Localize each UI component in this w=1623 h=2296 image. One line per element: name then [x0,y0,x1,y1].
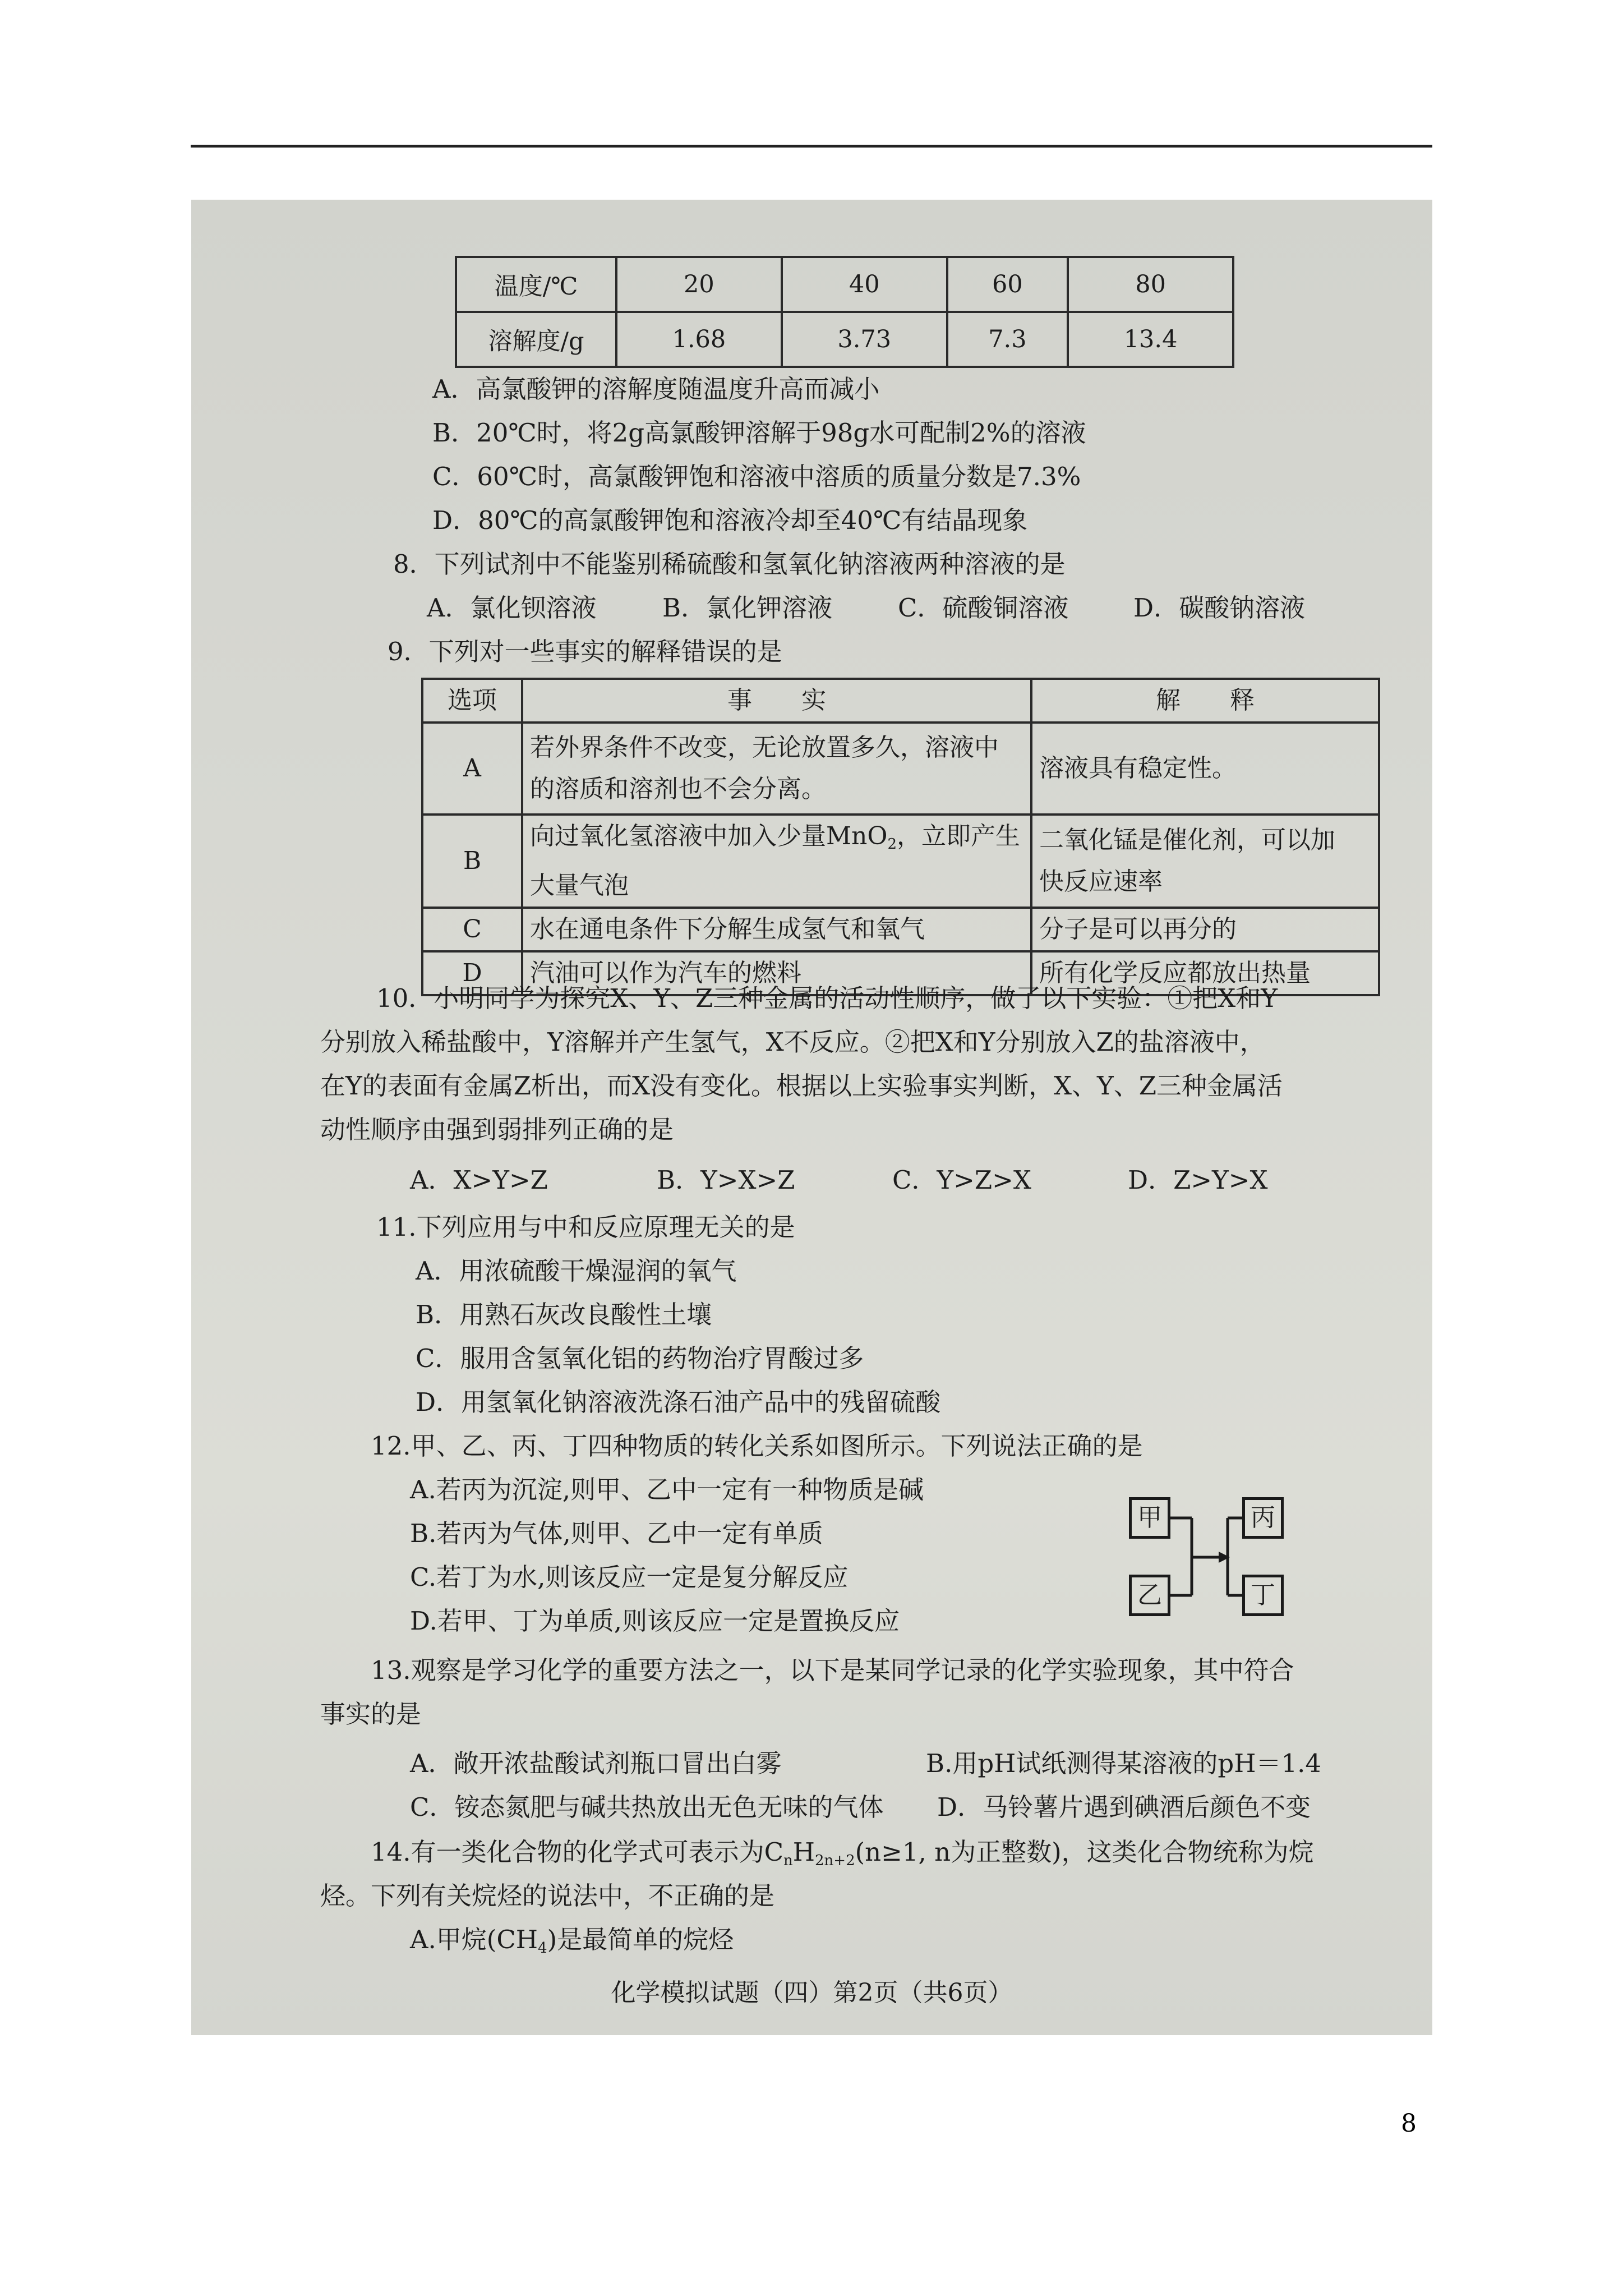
table-cell: 溶解度/g [456,312,616,367]
diagram-box-bing: 丙 [1242,1497,1284,1539]
q11-option-d: D．用氢氧化钠溶液洗涤石油产品中的残留硫酸 [416,1387,941,1417]
q10-option-a: A．X>Y>Z [410,1165,548,1195]
table-cell: 7.3 [947,312,1068,367]
q10-line-1: 10．小明同学为探究X、Y、Z三种金属的活动性顺序，做了以下实验：①把X和Y [376,983,1278,1013]
q12-option-b: B.若丙为气体,则甲、乙中一定有单质 [410,1519,823,1548]
q10-option-c: C．Y>Z>X [892,1165,1031,1195]
table-cell: C [422,908,522,951]
table-cell: 汽油可以作为汽车的燃料 [522,951,1031,995]
table-cell: 所有化学反应都放出热量 [1031,951,1379,995]
q13-option-d: D．马铃薯片遇到碘酒后颜色不变 [937,1792,1311,1822]
q10-line-4: 动性顺序由强到弱排列正确的是 [320,1115,674,1144]
table-row [422,815,1379,908]
q13-option-b: B.用pH试纸测得某溶液的pH＝1.4 [926,1749,1322,1778]
scanned-page-photo [191,200,1432,2035]
q12-option-d: D.若甲、丁为单质,则该反应一定是置换反应 [410,1606,900,1636]
q11-stem: 11.下列应用与中和反应原理无关的是 [376,1212,795,1242]
q7-option-d: D．80℃的高氯酸钾饱和溶液冷却至40℃有结晶现象 [432,505,1028,535]
q8-option-c: C．硫酸铜溶液 [898,593,1069,623]
table-row [456,257,1233,312]
top-rule [191,145,1432,148]
diagram-box-ding: 丁 [1242,1575,1284,1616]
facts-table [421,678,1380,996]
table-row [422,908,1379,951]
table-cell: 1.68 [616,312,782,367]
q11-option-a: A．用浓硫酸干燥湿润的氧气 [416,1256,737,1286]
q13-option-a: A．敞开浓盐酸试剂瓶口冒出白雾 [410,1749,782,1778]
table-row [422,723,1379,815]
q8-stem: 8．下列试剂中不能鉴别稀硫酸和氢氧化钠溶液两种溶液的是 [393,549,1066,579]
q9-stem: 9．下列对一些事实的解释错误的是 [388,637,782,666]
table-cell: 80 [1068,257,1233,312]
q13-line-2: 事实的是 [320,1699,422,1729]
q8-option-d: D．碳酸钠溶液 [1133,593,1306,623]
table-header-fact: 事 实 [522,679,1031,723]
q13-option-c: C．铵态氮肥与碱共热放出无色无味的气体 [410,1792,884,1822]
table-cell: 60 [947,257,1068,312]
q7-option-c: C．60℃时，高氯酸钾饱和溶液中溶质的质量分数是7.3% [432,462,1081,491]
q12-stem: 12.甲、乙、丙、丁四种物质的转化关系如图所示。下列说法正确的是 [371,1431,1143,1461]
table-cell: 40 [782,257,947,312]
q10-option-d: D．Z>Y>X [1128,1165,1268,1195]
table-cell: 20 [616,257,782,312]
table-header-explanation: 解 释 [1031,679,1379,723]
q11-option-c: C．服用含氢氧化铝的药物治疗胃酸过多 [416,1343,864,1373]
table-cell: 3.73 [782,312,947,367]
q10-option-b: B．Y>X>Z [657,1165,795,1195]
table-header-option: 选项 [422,679,522,723]
table-cell: 向过氧化氢溶液中加入少量MnO$_2$，立即产生 大量气泡 [522,815,1031,908]
q14-line-1: 14.有一类化合物的化学式可表示为$C_nH_{2n+2}(n\ge 1$, n为正整数)，这类化合物统称为烷 [371,1837,1314,1869]
q7-option-b: B．20℃时，将2g高氯酸钾溶解于98g水可配制2%的溶液 [432,418,1086,448]
solubility-table [455,256,1234,368]
q10-line-3: 在Y的表面有金属Z析出，而X没有变化。根据以上实验事实判断，X、Y、Z三种金属活 [320,1071,1283,1101]
table-cell: 13.4 [1068,312,1233,367]
table-cell: 若外界条件不改变，无论放置多久，溶液中 的溶质和溶剂也不会分离。 [522,723,1031,815]
table-cell: B [422,815,522,908]
q14-option-a: A.甲烷$(CH_4)$是最简单的烷烃 [410,1925,734,1957]
table-cell: 水在通电条件下分解生成氢气和氧气 [522,908,1031,951]
page-number: 8 [1401,2109,1417,2138]
table-cell: A [422,723,522,815]
table-row [422,679,1379,723]
q8-option-b: B．氯化钾溶液 [662,593,833,623]
table-cell: 温度/℃ [456,257,616,312]
q12-option-a: A.若丙为沉淀,则甲、乙中一定有一种物质是碱 [410,1475,924,1504]
page-footer: 化学模拟试题（四）第2页（共6页） [611,1978,1013,2007]
diagram-box-jia: 甲 [1129,1497,1170,1539]
q12-option-c: C.若丁为水,则该反应一定是复分解反应 [410,1562,849,1592]
q11-option-b: B．用熟石灰改良酸性土壤 [416,1300,712,1329]
table-cell: 分子是可以再分的 [1031,908,1379,951]
q14-line-2: 烃。下列有关烷烃的说法中，不正确的是 [320,1881,775,1911]
diagram-box-yi: 乙 [1129,1575,1170,1616]
q7-option-a: A．高氯酸钾的溶解度随温度升高而减小 [432,374,880,404]
q10-line-2: 分别放入稀盐酸中，Y溶解并产生氢气，X不反应。②把X和Y分别放入Z的盐溶液中， [320,1027,1265,1057]
reaction-diagram [1129,1496,1297,1636]
table-cell: 二氧化锰是催化剂，可以加 快反应速率 [1031,815,1379,908]
table-cell: D [422,951,522,995]
table-row [456,312,1233,367]
q8-option-a: A．氯化钡溶液 [427,593,597,623]
table-cell: 溶液具有稳定性。 [1031,723,1379,815]
q13-line-1: 13.观察是学习化学的重要方法之一，以下是某同学记录的化学实验现象，其中符合 [371,1655,1294,1685]
